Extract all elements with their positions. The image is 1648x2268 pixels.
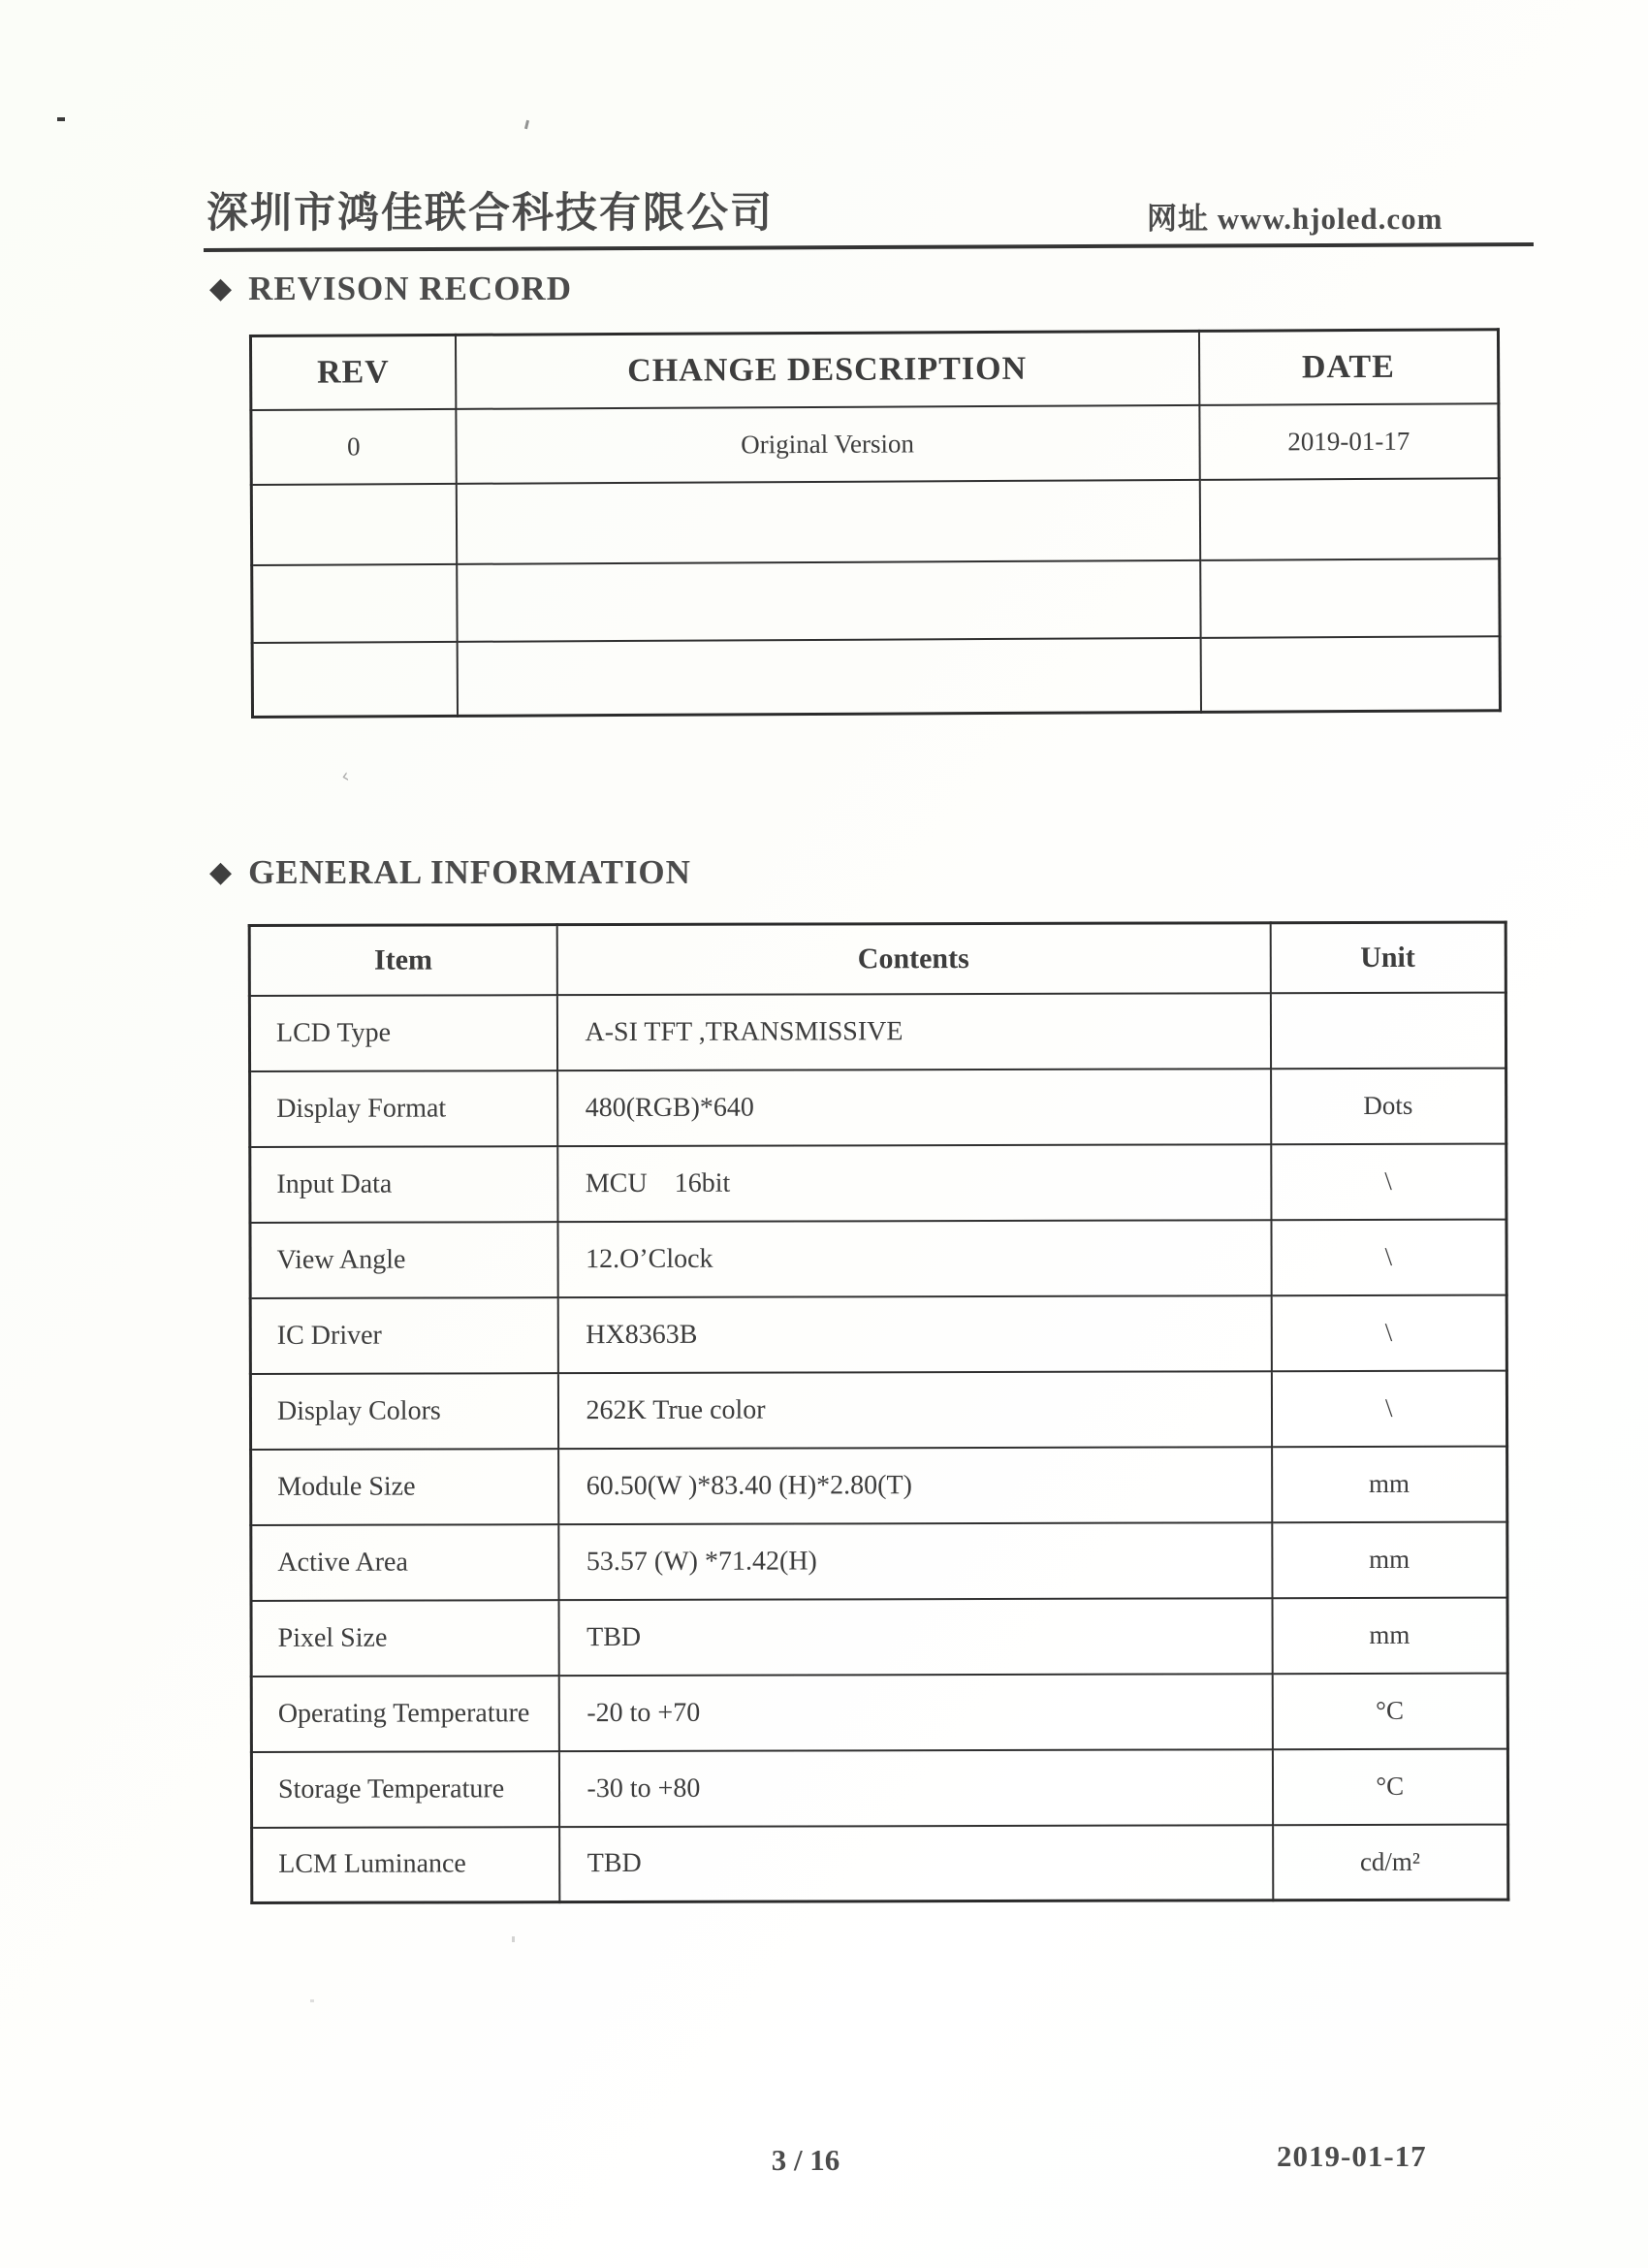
scan-artifact: ‹ xyxy=(338,763,352,788)
table-cell-contents: MCU 16bit xyxy=(557,1144,1271,1222)
table-cell-desc: Original Version xyxy=(456,404,1199,483)
table-cell-contents: HX8363B xyxy=(557,1295,1271,1373)
table-row xyxy=(251,1673,1507,1751)
table-cell-unit: cd/m² xyxy=(1273,1824,1508,1901)
table-cell-unit: \ xyxy=(1271,1143,1506,1220)
table-cell-contents: TBD xyxy=(558,1598,1272,1676)
table-cell-contents: A-SI TFT ,TRANSMISSIVE xyxy=(556,993,1270,1070)
revision-record-table xyxy=(249,328,1502,719)
table-cell-date xyxy=(1199,478,1499,560)
table-cell-contents: 480(RGB)*640 xyxy=(557,1069,1271,1146)
table-row xyxy=(249,992,1505,1070)
section-title-revision-record xyxy=(209,270,572,308)
table-cell-contents: 60.50(W )*83.40 (H)*2.80(T) xyxy=(558,1447,1272,1524)
table-row xyxy=(251,403,1499,485)
table-row xyxy=(250,1370,1506,1449)
table-cell-item: Storage Temperature xyxy=(251,1751,558,1828)
table-row xyxy=(250,1294,1506,1373)
column-header-item: Item xyxy=(249,925,556,996)
table-row xyxy=(252,559,1500,643)
table-cell-item: Display Format xyxy=(250,1070,557,1147)
scan-artifact xyxy=(512,1936,515,1942)
column-header-contents: Contents xyxy=(556,923,1270,995)
page-number: 3 / 16 xyxy=(771,2143,840,2177)
table-cell-item: Active Area xyxy=(251,1524,558,1601)
table-cell-date xyxy=(1200,636,1500,713)
table-cell-item: Input Data xyxy=(250,1146,557,1223)
table-cell-contents: -20 to +70 xyxy=(558,1674,1272,1751)
table-cell-rev xyxy=(252,641,457,717)
table-cell-unit: Dots xyxy=(1271,1068,1506,1144)
table-cell-item: LCM Luminance xyxy=(252,1827,559,1903)
table-cell-unit: mm xyxy=(1272,1597,1507,1674)
footer-date: 2019-01-17 xyxy=(1277,2139,1427,2173)
table-cell-unit: \ xyxy=(1271,1370,1506,1447)
table-cell-item: View Angle xyxy=(250,1222,557,1298)
table-cell-unit: \ xyxy=(1271,1219,1506,1295)
table-row xyxy=(251,1446,1507,1524)
website-url: 网址 www.hjoled.com xyxy=(1147,202,1443,236)
table-cell-item: IC Driver xyxy=(250,1297,557,1374)
table-row xyxy=(250,1219,1506,1297)
column-header-rev: REV xyxy=(250,335,455,409)
scan-artifact xyxy=(524,120,529,129)
header-divider xyxy=(204,242,1534,252)
column-header-unit: Unit xyxy=(1270,922,1505,993)
table-cell-desc xyxy=(457,559,1200,641)
scan-artifact xyxy=(57,117,65,121)
table-row xyxy=(251,1597,1507,1676)
table-row xyxy=(251,478,1499,565)
table-row xyxy=(250,1143,1506,1222)
table-cell-item: LCD Type xyxy=(249,995,556,1071)
table-row xyxy=(251,1521,1507,1600)
general-information-table xyxy=(248,921,1510,1904)
table-row xyxy=(252,636,1500,718)
table-cell-unit xyxy=(1270,992,1505,1069)
table-cell-desc xyxy=(457,637,1200,716)
table-cell-rev xyxy=(251,483,456,564)
table-cell-date: 2019-01-17 xyxy=(1199,403,1499,480)
table-cell-rev xyxy=(252,563,457,642)
section-title-text: GENERAL INFORMATION xyxy=(248,853,691,891)
section-title-text: REVISON RECORD xyxy=(248,270,572,307)
table-cell-date xyxy=(1200,559,1500,638)
table-header-row xyxy=(250,330,1498,410)
table-cell-rev: 0 xyxy=(251,408,456,484)
diamond-bullet-icon: ◆ xyxy=(209,856,233,888)
table-cell-contents: 262K True color xyxy=(557,1371,1271,1449)
table-cell-contents: 53.57 (W) *71.42(H) xyxy=(558,1522,1272,1600)
table-cell-item: Display Colors xyxy=(250,1373,557,1450)
table-cell-contents: -30 to +80 xyxy=(558,1749,1272,1827)
table-cell-contents: TBD xyxy=(559,1825,1273,1902)
table-header-row xyxy=(249,922,1505,995)
diamond-bullet-icon: ◆ xyxy=(209,272,233,304)
table-cell-unit: °C xyxy=(1272,1673,1507,1749)
table-cell-unit: \ xyxy=(1271,1294,1506,1371)
table-row xyxy=(250,1068,1506,1146)
column-header-desc: CHANGE DESCRIPTION xyxy=(455,331,1198,408)
company-name: 深圳市鸿佳联合科技有限公司 xyxy=(206,191,774,237)
scan-artifact xyxy=(310,1999,314,2002)
table-cell-unit: °C xyxy=(1272,1748,1507,1825)
table-row xyxy=(251,1748,1507,1827)
table-cell-unit: mm xyxy=(1272,1446,1507,1522)
column-header-date: DATE xyxy=(1198,330,1498,405)
table-cell-item: Pixel Size xyxy=(251,1600,558,1677)
table-cell-contents: 12.O’Clock xyxy=(557,1220,1271,1297)
table-cell-item: Module Size xyxy=(251,1449,558,1525)
table-row xyxy=(252,1824,1508,1902)
section-title-general-information xyxy=(209,853,691,892)
table-cell-unit: mm xyxy=(1272,1521,1507,1598)
table-cell-item: Operating Temperature xyxy=(251,1676,558,1752)
table-cell-desc xyxy=(456,479,1199,563)
